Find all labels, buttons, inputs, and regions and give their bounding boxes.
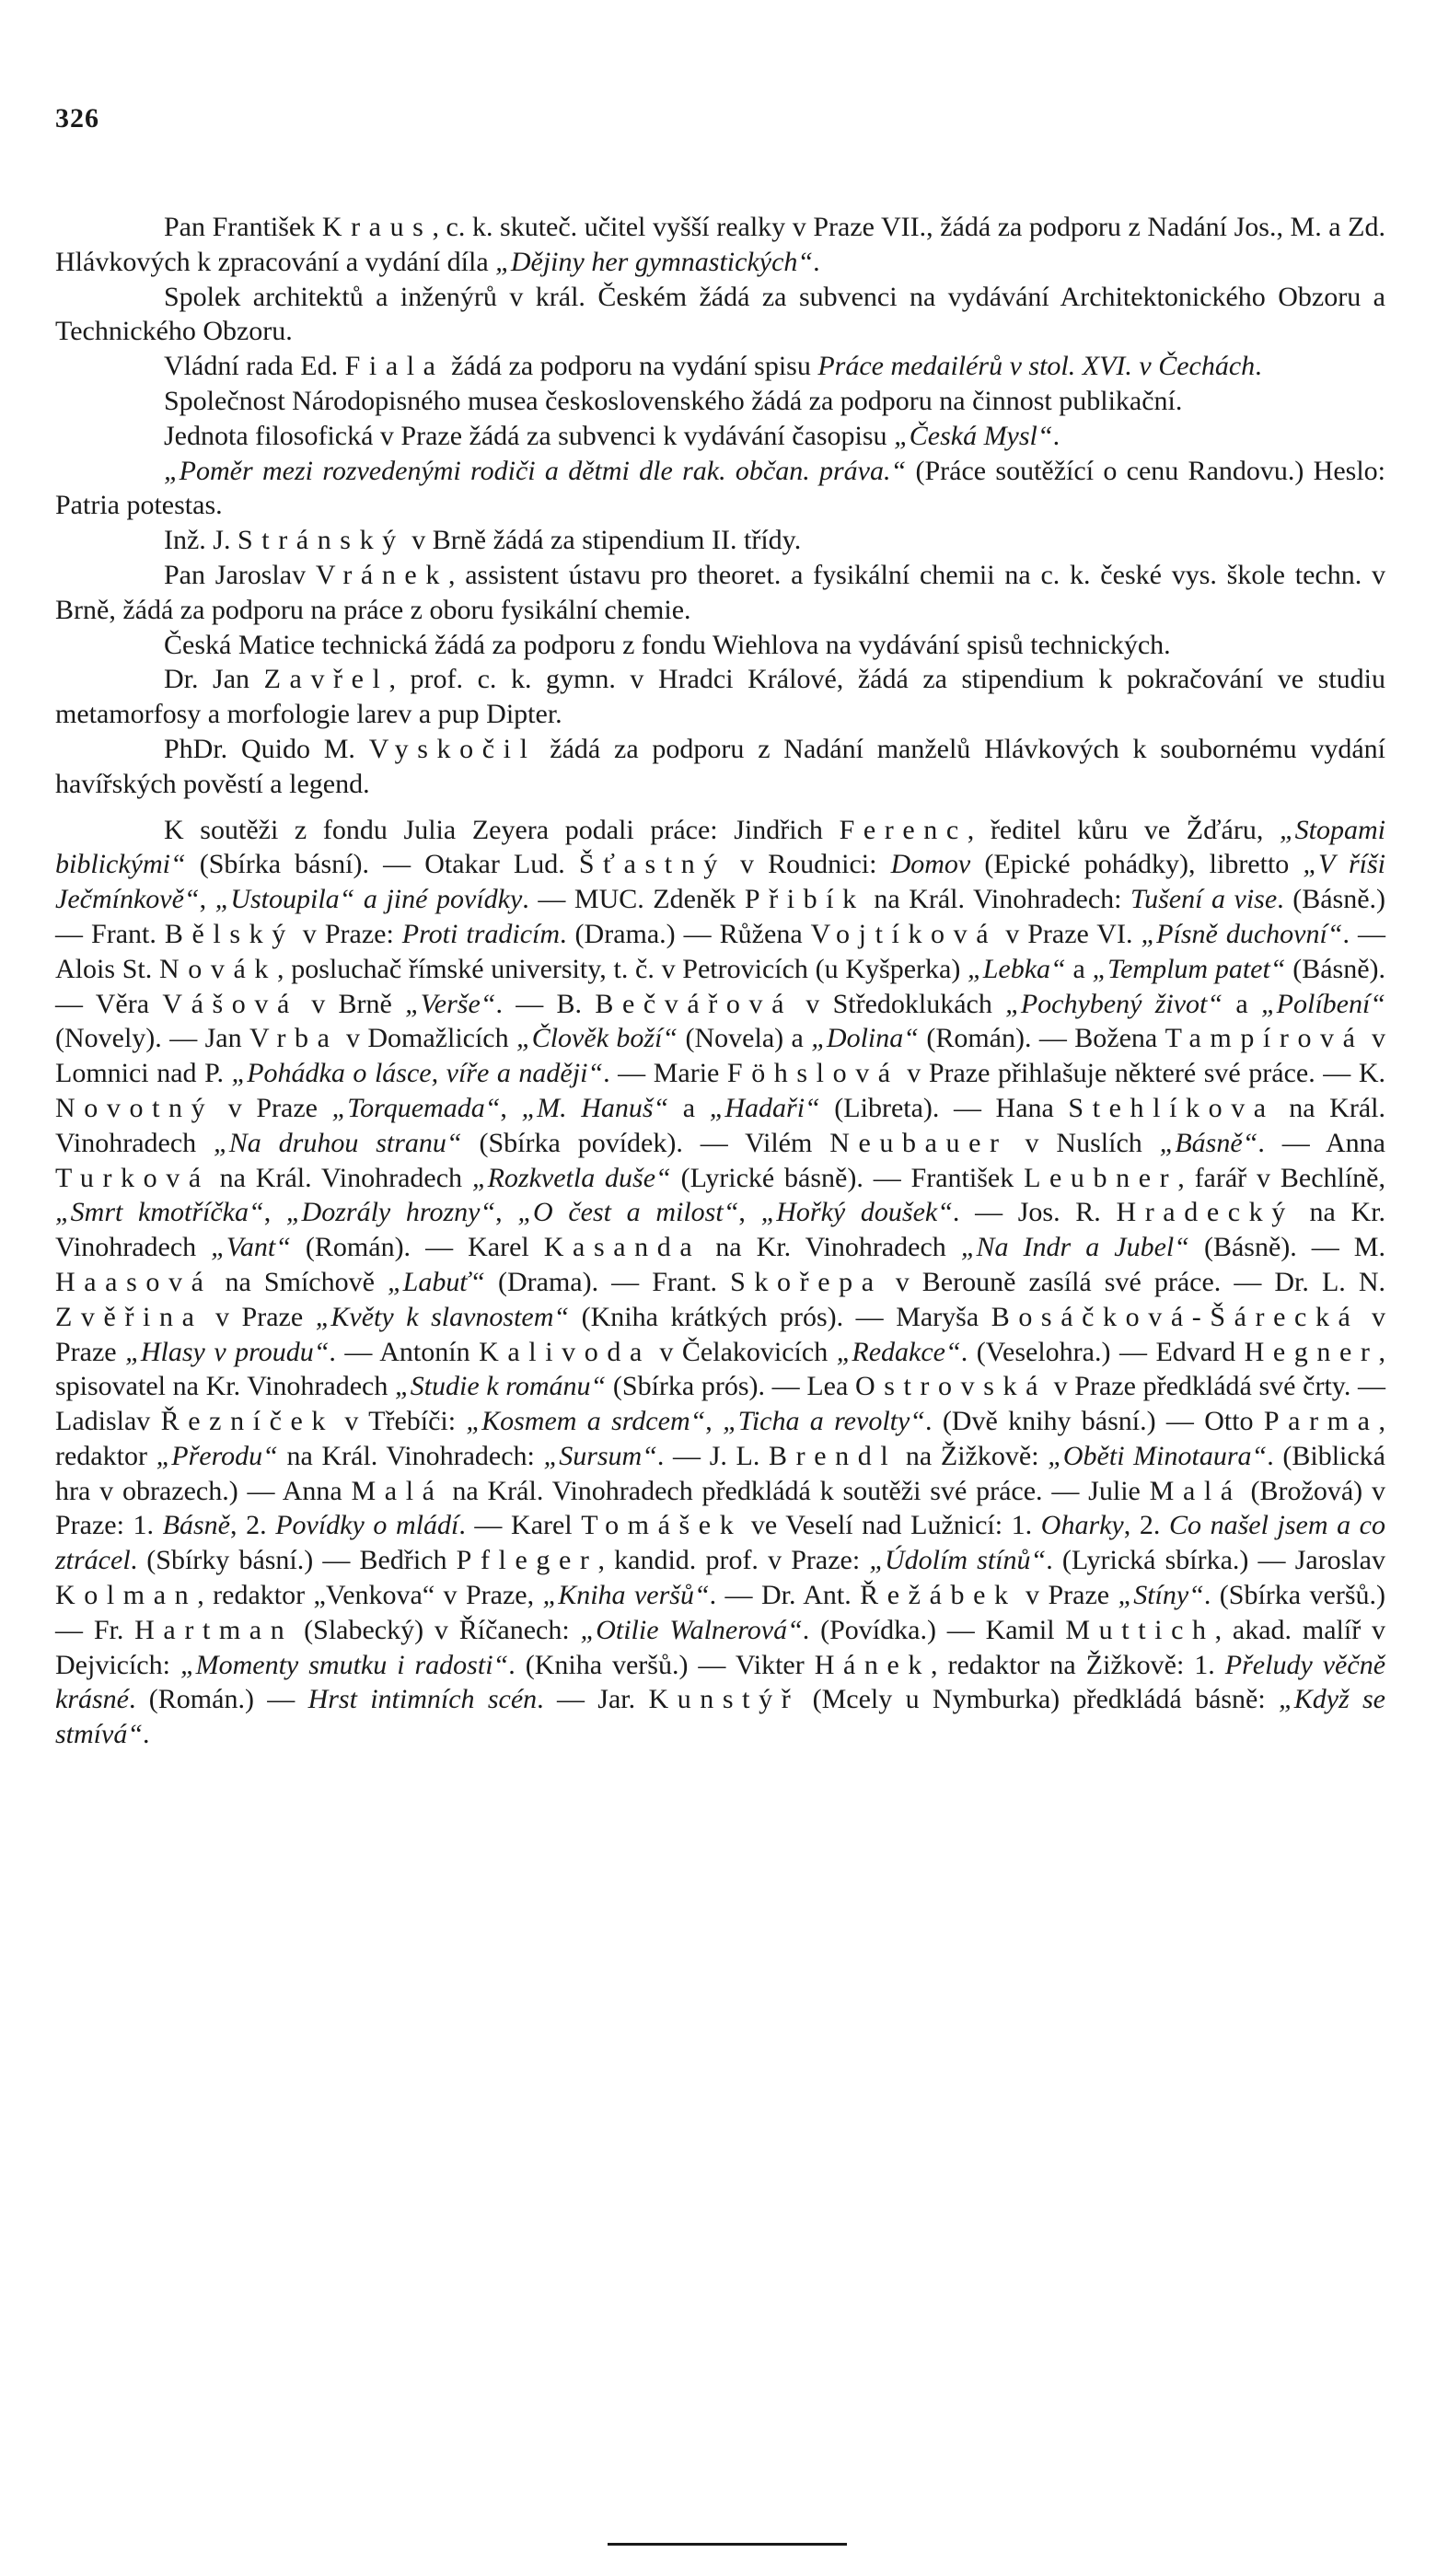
text-run: (Mcely u Nymburka) předkládá básně:: [799, 1684, 1280, 1715]
italic-title: „Česká Mysl“: [894, 420, 1053, 451]
text-run: (Sbírka povídek). — Vilém: [461, 1127, 830, 1158]
text-run: . (Dvě knihy básní.) — Otto: [925, 1406, 1264, 1437]
italic-title: Hrst intimních scén: [307, 1684, 538, 1715]
text-run: . (Román.) —: [128, 1684, 308, 1715]
text-run: v Domažlicích: [338, 1023, 517, 1054]
spaced-name: Novák: [158, 953, 277, 984]
text-run: na Smíchově: [212, 1266, 388, 1297]
spaced-name: Tomášek: [581, 1510, 743, 1541]
text-run: (Slabecký) v Říčanech:: [293, 1614, 581, 1645]
italic-title: „Verše“: [405, 988, 496, 1019]
italic-title: „Květy k slavnostem“: [315, 1301, 570, 1332]
spaced-name: Brendl: [769, 1440, 898, 1471]
spaced-name: Bělský: [164, 918, 295, 949]
text-run: na Král. Vinohradech:: [277, 1440, 544, 1471]
italic-title: „Otilie Walnerová“: [580, 1614, 803, 1645]
spaced-name: Ferenc: [839, 814, 968, 845]
text-run: (Básně). — Věra: [55, 953, 1386, 1019]
spaced-name: Kraus: [321, 212, 433, 242]
paragraph: [55, 280, 1385, 350]
text-run: ,: [738, 1197, 761, 1228]
spaced-name: Šťastný: [578, 849, 726, 880]
text-run: . — Jos. R.: [952, 1197, 1117, 1228]
italic-title: „Lebka“: [968, 953, 1066, 984]
paragraph: [55, 523, 1385, 558]
paragraph: [55, 454, 1385, 524]
italic-title: „O čest a milost“: [517, 1197, 739, 1228]
italic-title: „Labuť“: [387, 1266, 485, 1297]
spaced-name: Pfleger: [456, 1545, 598, 1576]
italic-title: „V říši Ječmínkově“: [55, 849, 1385, 915]
italic-title: „Stopami biblickými“: [55, 814, 1385, 880]
text-run: (Novely). — Jan: [55, 1023, 249, 1054]
text-run: . — MUC. Zdeněk: [522, 884, 745, 915]
italic-title: „Momenty smutku i radosti“: [180, 1649, 509, 1680]
text-run: PhDr. Quido M.: [164, 733, 369, 764]
spaced-name: Bečvářová: [595, 988, 793, 1019]
spaced-name: Turková: [55, 1162, 210, 1193]
paragraph: [55, 628, 1385, 663]
spaced-name: Vášová: [162, 988, 298, 1019]
italic-title: „Studie k románu“: [395, 1371, 607, 1402]
text-run: . — Dr. Ant.: [709, 1580, 861, 1611]
text-run: ,: [500, 1092, 522, 1123]
text-run: (Román). — Karel: [290, 1232, 544, 1263]
text-run: v Praze přihlašuje některé své práce. — K.: [898, 1058, 1385, 1089]
text-run: na Kr. Vinohradech: [55, 1197, 1386, 1263]
spaced-name: Hartman: [134, 1614, 294, 1645]
text-run: na Král. Vinohradech:: [864, 884, 1131, 915]
text-run: (Drama). — Frant.: [484, 1266, 731, 1297]
text-run: (Práce soutěžící o cenu Randovu.) Heslo: Patria potestas.: [55, 455, 1385, 521]
italic-title: Domov: [890, 849, 971, 880]
text-run: (Libreta). — Hana: [819, 1092, 1069, 1123]
footer-rule: [608, 2543, 847, 2546]
italic-title: „Torquemada“: [331, 1092, 501, 1123]
text-run: .: [813, 246, 820, 277]
spaced-name: Kalivoda: [479, 1336, 651, 1367]
italic-title: „Stíny“: [1118, 1580, 1204, 1611]
text-run: Jednota filosofická v Praze žádá za subvenci k vydávání časopisu: [164, 420, 895, 451]
text-run: (Epické pohádky), libretto: [970, 849, 1304, 880]
italic-title: „Redakce“: [836, 1336, 961, 1367]
text-run: . (Sbírka veršů.) — Fr.: [55, 1580, 1385, 1645]
text-run: (Román). — Božena: [918, 1023, 1165, 1054]
spaced-name: Neubauer: [829, 1127, 1008, 1158]
spaced-name: Hradecký: [1116, 1197, 1294, 1228]
text-run: Vládní rada Ed.: [164, 351, 345, 382]
italic-title: „Rozkvetla duše“: [471, 1162, 671, 1193]
text-run: , 2.: [229, 1510, 276, 1541]
spaced-name: Vyskočil: [368, 733, 537, 764]
text-run: Inž. J.: [164, 525, 238, 556]
text-run: Společnost Národopisného musea československého žádá za podporu na činnost publikační.: [164, 385, 1183, 416]
text-run: , redaktor: [55, 1406, 1386, 1471]
text-run: . — Alois St.: [55, 918, 1385, 984]
text-run: , spisovatel na Kr. Vinohradech: [55, 1336, 1386, 1402]
text-run: , c. k. skuteč. učitel vyšší realky v Praze VII., žádá za podporu z Nadání Jos., M. a Zd. Hlávkových k zpracování a vydání díla: [55, 212, 1385, 277]
text-run: (Lyrické básně). — František: [670, 1162, 1025, 1193]
italic-title: Básně: [162, 1510, 230, 1541]
text-run: . (Lyrická sbírka.) — Jaroslav: [1046, 1545, 1385, 1576]
text-run: (Sbírka prós). — Lea: [606, 1371, 855, 1402]
text-run: v Nuslích: [1007, 1127, 1160, 1158]
italic-title: „Na druhou stranu“: [214, 1127, 462, 1158]
text-run: ,: [495, 1197, 518, 1228]
spaced-name: Fiala: [344, 351, 445, 382]
text-run: na Žižkově:: [897, 1440, 1049, 1471]
italic-title: „Kosmem a srdcem“: [466, 1406, 706, 1437]
spaced-name: Hánek: [814, 1649, 931, 1680]
text-run: v Praze předkládá své črty. — Ladislav: [55, 1371, 1385, 1437]
body-text: [55, 210, 1385, 1752]
italic-title: „Poměr mezi rozvedenými rodiči a dětmi dle rak. občan. práva.“: [164, 455, 907, 486]
text-run: , ředitel kůru ve Žďáru,: [967, 814, 1280, 845]
text-run: .: [143, 1719, 150, 1750]
italic-title: „Dějiny her gymnastických“: [495, 246, 814, 277]
text-run: v Brně žádá za stipendium II. třídy.: [404, 525, 802, 556]
italic-title: Proti tradicím: [401, 918, 561, 949]
italic-title: „Hadaři“: [709, 1092, 820, 1123]
spaced-name: Vrba: [249, 1023, 339, 1054]
text-run: v Středoklukách: [793, 988, 1006, 1019]
text-run: v Roudnici:: [725, 849, 891, 880]
italic-title: Co našel jsem a co ztrácel: [55, 1510, 1385, 1576]
text-run: v Praze: [214, 1092, 332, 1123]
text-run: ,: [263, 1197, 286, 1228]
text-run: Česká Matice technická žádá za podporu z fondu Wiehlova na vydávání spisů technických.: [164, 629, 1171, 660]
text-run: (Básně). — M.: [1188, 1232, 1385, 1263]
text-run: K soutěži z fondu Julia Zeyera podali práce: Jindřich: [164, 814, 840, 845]
text-run: . (Povídka.) — Kamil: [802, 1614, 1066, 1645]
text-run: v Praze VI.: [997, 918, 1141, 949]
spaced-name: Malá: [351, 1475, 444, 1506]
italic-title: Přeludy věčně krásné: [55, 1649, 1386, 1715]
italic-title: „Když se stmívá“: [55, 1684, 1386, 1750]
text-run: (Kniha krátkých prós). — Maryša: [569, 1301, 991, 1332]
spaced-name: Vojtíková: [810, 918, 998, 949]
italic-title: „Sursum“: [543, 1440, 657, 1471]
text-run: a: [1223, 988, 1261, 1019]
paragraph: [55, 210, 1385, 280]
page-number: 326: [55, 103, 99, 133]
italic-title: „Hořký doušek“: [760, 1197, 953, 1228]
italic-title: „M. Hanuš“: [521, 1092, 669, 1123]
text-run: . — Marie: [603, 1058, 727, 1089]
spaced-name: Zvěřina: [55, 1301, 203, 1332]
text-run: , prof. c. k. gymn. v Hradci Králové, žádá za stipendium k pokračování ve studiu metamorfosy a morfologie larev a pup Dipter.: [55, 664, 1385, 730]
text-run: , 2.: [1123, 1510, 1169, 1541]
italic-title: „Člověk boží“: [516, 1023, 678, 1054]
italic-title: „Dolina“: [811, 1023, 919, 1054]
spaced-name: Stránský: [237, 525, 405, 556]
text-run: , posluchač římské university, t. č. v Petrovicích (u Kyšperka): [276, 953, 968, 984]
text-run: (Novela) a: [678, 1023, 812, 1054]
text-run: (Sbírka básní). — Otakar Lud.: [185, 849, 579, 880]
spaced-name: Přibík: [744, 884, 865, 915]
spaced-name: Muttich: [1065, 1614, 1215, 1645]
text-run: v Praze: [203, 1301, 316, 1332]
text-run: , redaktor na Žižkově: 1.: [931, 1649, 1225, 1680]
text-run: ve Veselí nad Lužnicí: 1.: [742, 1510, 1041, 1541]
spaced-name: Kolman: [55, 1580, 198, 1611]
spaced-name: Leubner: [1024, 1162, 1178, 1193]
text-run: . (Sbírky básní.) — Bedřich: [130, 1545, 457, 1576]
italic-title: „Templum patet“: [1092, 953, 1286, 984]
italic-title: „Ustoupila“ a jiné povídky: [214, 884, 523, 915]
text-run: a: [1065, 953, 1093, 984]
paragraph: [55, 662, 1385, 732]
spaced-name: Stehlíkova: [1068, 1092, 1275, 1123]
spaced-name: Novotný: [55, 1092, 214, 1123]
text-run: v Brně: [297, 988, 406, 1019]
italic-title: „Oběti Minotaura“: [1048, 1440, 1268, 1471]
italic-title: „Pohádka o lásce, víře a naději“: [231, 1058, 604, 1089]
text-run: . — J. L.: [656, 1440, 770, 1471]
italic-title: Povídky o mládí: [275, 1510, 459, 1541]
paragraph: [55, 384, 1385, 419]
text-run: v Praze:: [294, 918, 402, 949]
text-run: na Král. Vinohradech předkládá k soutěži své práce. — Julie: [443, 1475, 1150, 1506]
text-run: a: [668, 1092, 710, 1123]
text-run: v Praze: [55, 1301, 1386, 1367]
paragraph: [55, 732, 1385, 802]
paragraph: [55, 813, 1385, 1753]
text-run: (Brožová) v Praze: 1.: [55, 1475, 1385, 1541]
italic-title: „Údolím stínů“: [869, 1545, 1047, 1576]
spaced-name: Řežábek: [860, 1580, 1017, 1611]
spaced-name: Hegner: [1244, 1336, 1379, 1367]
text-run: . — B.: [495, 988, 596, 1019]
italic-title: „Vant“: [211, 1232, 291, 1263]
text-run: na Kr. Vinohradech: [701, 1232, 961, 1263]
spaced-name: Kasanda: [543, 1232, 701, 1263]
spaced-name: Zavřel: [263, 664, 389, 695]
text-run: v Berouně zasílá své práce. — Dr. L. N.: [882, 1266, 1385, 1297]
paragraph: [55, 349, 1385, 384]
italic-title: „Básně“: [1159, 1127, 1258, 1158]
text-run: . — Antonín: [329, 1336, 480, 1367]
text-run: . (Básně.) — Frant.: [55, 884, 1386, 949]
text-run: . — Anna: [1257, 1127, 1385, 1158]
italic-title: „Ticha a revolty“: [723, 1406, 925, 1437]
spaced-name: Malá: [1149, 1475, 1242, 1506]
italic-title: „Na Indr a Jubel“: [960, 1232, 1189, 1263]
italic-title: „Pochybený život“: [1005, 988, 1223, 1019]
italic-title: Tušení a vise: [1130, 884, 1278, 915]
spaced-name: Bosáčková-Šárecká: [991, 1301, 1360, 1332]
text-run: v Praze: [1016, 1580, 1118, 1611]
italic-title: „Políbení“: [1260, 988, 1385, 1019]
spaced-name: Haasová: [55, 1266, 213, 1297]
italic-title: „Kniha veršů“: [542, 1580, 710, 1611]
text-run: Dr. Jan: [164, 664, 264, 695]
spaced-name: Skořepa: [730, 1266, 883, 1297]
italic-title: „Dozrály hrozny“: [285, 1197, 496, 1228]
text-run: Pan Jaroslav: [164, 559, 316, 590]
text-run: žádá za podporu na vydání spisu: [444, 351, 818, 382]
spaced-name: Parma: [1263, 1406, 1379, 1437]
spaced-name: Vránek: [315, 559, 448, 590]
text-run: ,: [199, 884, 215, 915]
text-run: , akad. malíř v Dejvicích:: [55, 1614, 1385, 1680]
italic-title: „Písně duchovní“: [1141, 918, 1343, 949]
text-run: . (Veselohra.) — Edvard: [960, 1336, 1245, 1367]
italic-title: „Smrt kmotříčka“: [55, 1197, 264, 1228]
text-run: , assistent ústavu pro theoret. a fysikální chemii na c. k. české vys. škole techn. v Brně, žádá za podporu na práce z oboru fysikální chemie.: [55, 559, 1385, 625]
text-run: , kandid. prof. v Praze:: [597, 1545, 870, 1576]
text-run: . (Kniha veršů.) — Vikter: [508, 1649, 815, 1680]
spaced-name: Řezníček: [160, 1406, 335, 1437]
text-run: . (Biblická hra v obrazech.) — Anna: [55, 1440, 1385, 1506]
spaced-name: Kunstýř: [648, 1684, 800, 1715]
text-run: v Lomnici nad P.: [55, 1023, 1385, 1089]
italic-title: „Přerodu“: [156, 1440, 278, 1471]
text-run: . (Drama.) — Růžena: [560, 918, 811, 949]
text-run: , redaktor „Venkova“ v Praze,: [197, 1580, 543, 1611]
paragraph: [55, 419, 1385, 454]
text-run: Pan František: [164, 212, 322, 242]
italic-title: „Hlasy v proudu“: [125, 1336, 330, 1367]
italic-title: Oharky: [1040, 1510, 1124, 1541]
text-run: .: [1052, 420, 1060, 451]
text-run: ,: [705, 1406, 724, 1437]
text-run: . — Karel: [458, 1510, 582, 1541]
spaced-name: Föhslová: [726, 1058, 899, 1089]
paragraph: [55, 558, 1385, 628]
spaced-name: Ostrovská: [854, 1371, 1047, 1402]
italic-title: Práce medailérů v stol. XVI. v Čechách: [817, 351, 1256, 382]
text-run: , farář v Bechlíně,: [1177, 1162, 1385, 1193]
text-run: v Třebíči:: [334, 1406, 467, 1437]
text-run: na Král. Vinohradech: [55, 1092, 1385, 1158]
text-run: Spolek architektů a inženýrů v král. Českém žádá za subvenci na vydávání Architektonického Obzoru a Technického Obzoru.: [55, 281, 1385, 347]
text-run: žádá za podporu z Nadání manželů Hlávkových k soubornému vydání havířských pověstí a legend.: [55, 733, 1386, 799]
spaced-name: Tampírová: [1165, 1023, 1364, 1054]
text-run: . — Jar.: [537, 1684, 649, 1715]
text-run: na Král. Vinohradech: [209, 1162, 472, 1193]
text-run: .: [1255, 351, 1262, 382]
text-run: v Čelakovicích: [650, 1336, 837, 1367]
